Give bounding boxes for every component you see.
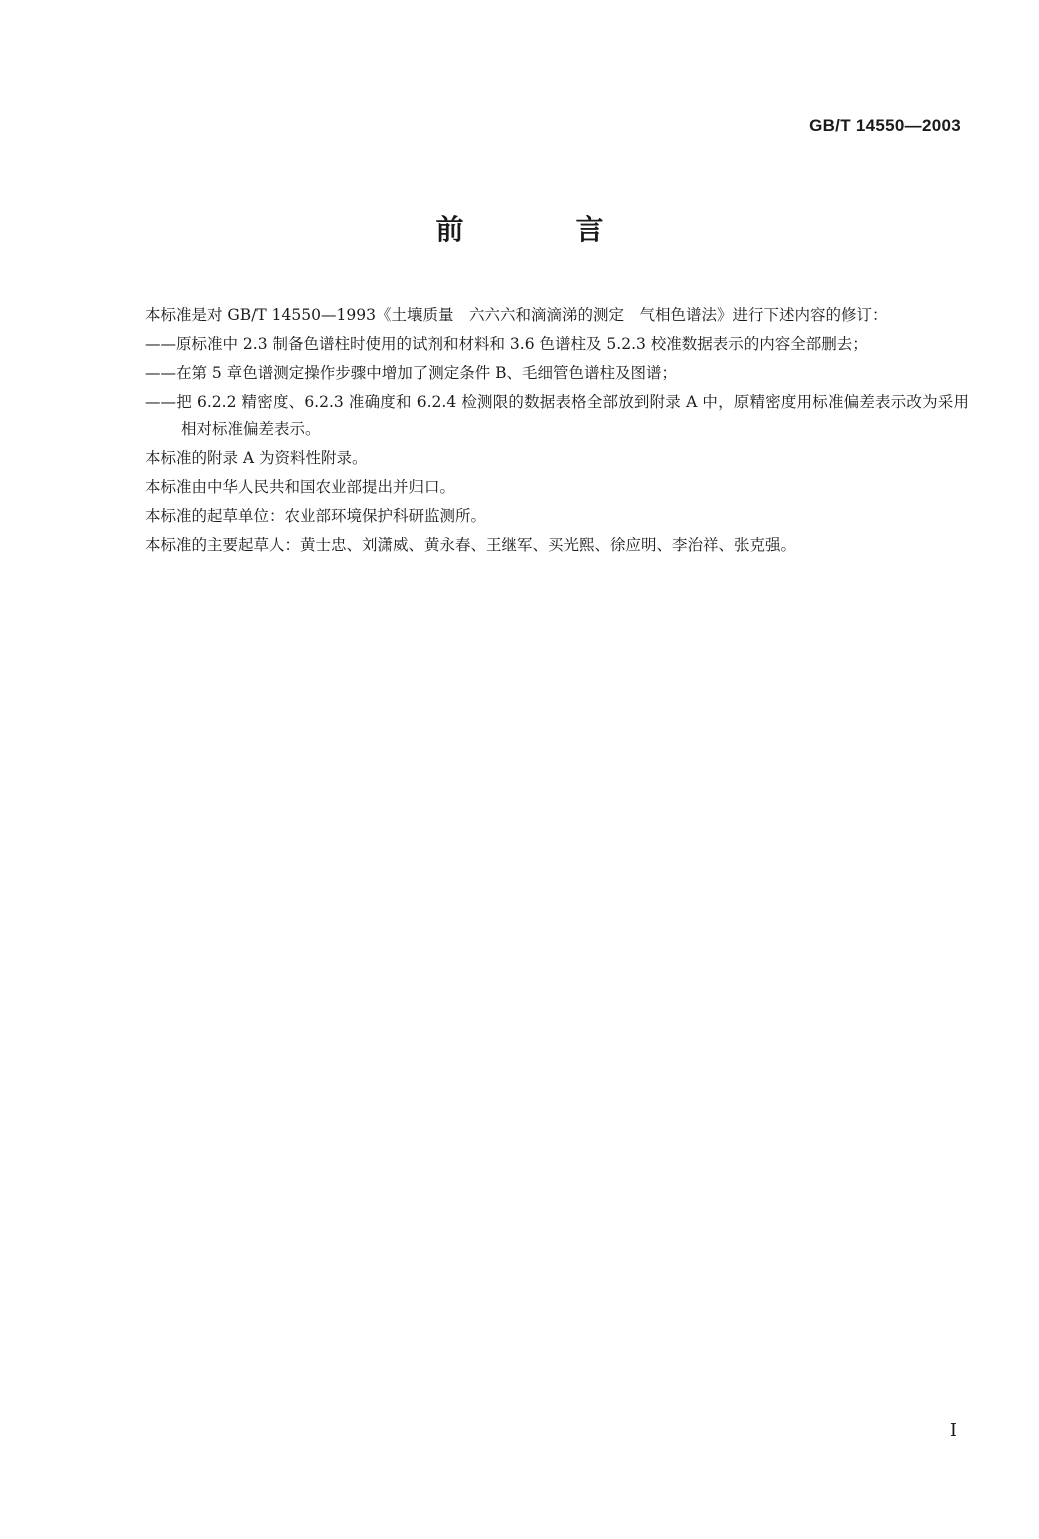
foreword-body bbox=[109, 302, 969, 561]
intro-paragraph: 本标准是对 GB/T 14550—1993《土壤质量 六六六和滴滴涕的测定 气相色谱法》进行下述内容的修订： bbox=[145, 306, 888, 324]
standard-code: GB/T 14550—2003 bbox=[809, 116, 961, 135]
revision-item-1: ——原标准中 2.3 制备色谱柱时使用的试剂和材料和 3.6 色谱柱及 5.2.3 校准数据表示的内容全部删去； bbox=[145, 335, 868, 353]
drafters-paragraph: 本标准的主要起草人：黄士忠、刘潇威、黄永春、王继军、买光熙、徐应明、李治祥、张克强。 bbox=[145, 536, 797, 554]
drafting-unit-paragraph: 本标准的起草单位：农业部环境保护科研监测所。 bbox=[145, 507, 487, 525]
revision-item-3: ——把 6.2.2 精密度、6.2.3 准确度和 6.2.4 检测限的数据表格全部放到附录 A 中，原精密度用标准偏差表示改为采用相对标准偏差表示。 bbox=[145, 393, 969, 438]
page-title: 前 言 bbox=[435, 213, 646, 246]
revision-item-2: ——在第 5 章色谱测定操作步骤中增加了测定条件 B、毛细管色谱柱及图谱； bbox=[145, 364, 678, 382]
proposer-paragraph: 本标准由中华人民共和国农业部提出并归口。 bbox=[145, 478, 456, 496]
annex-paragraph: 本标准的附录 A 为资料性附录。 bbox=[145, 449, 368, 467]
page-number: I bbox=[949, 1420, 957, 1441]
